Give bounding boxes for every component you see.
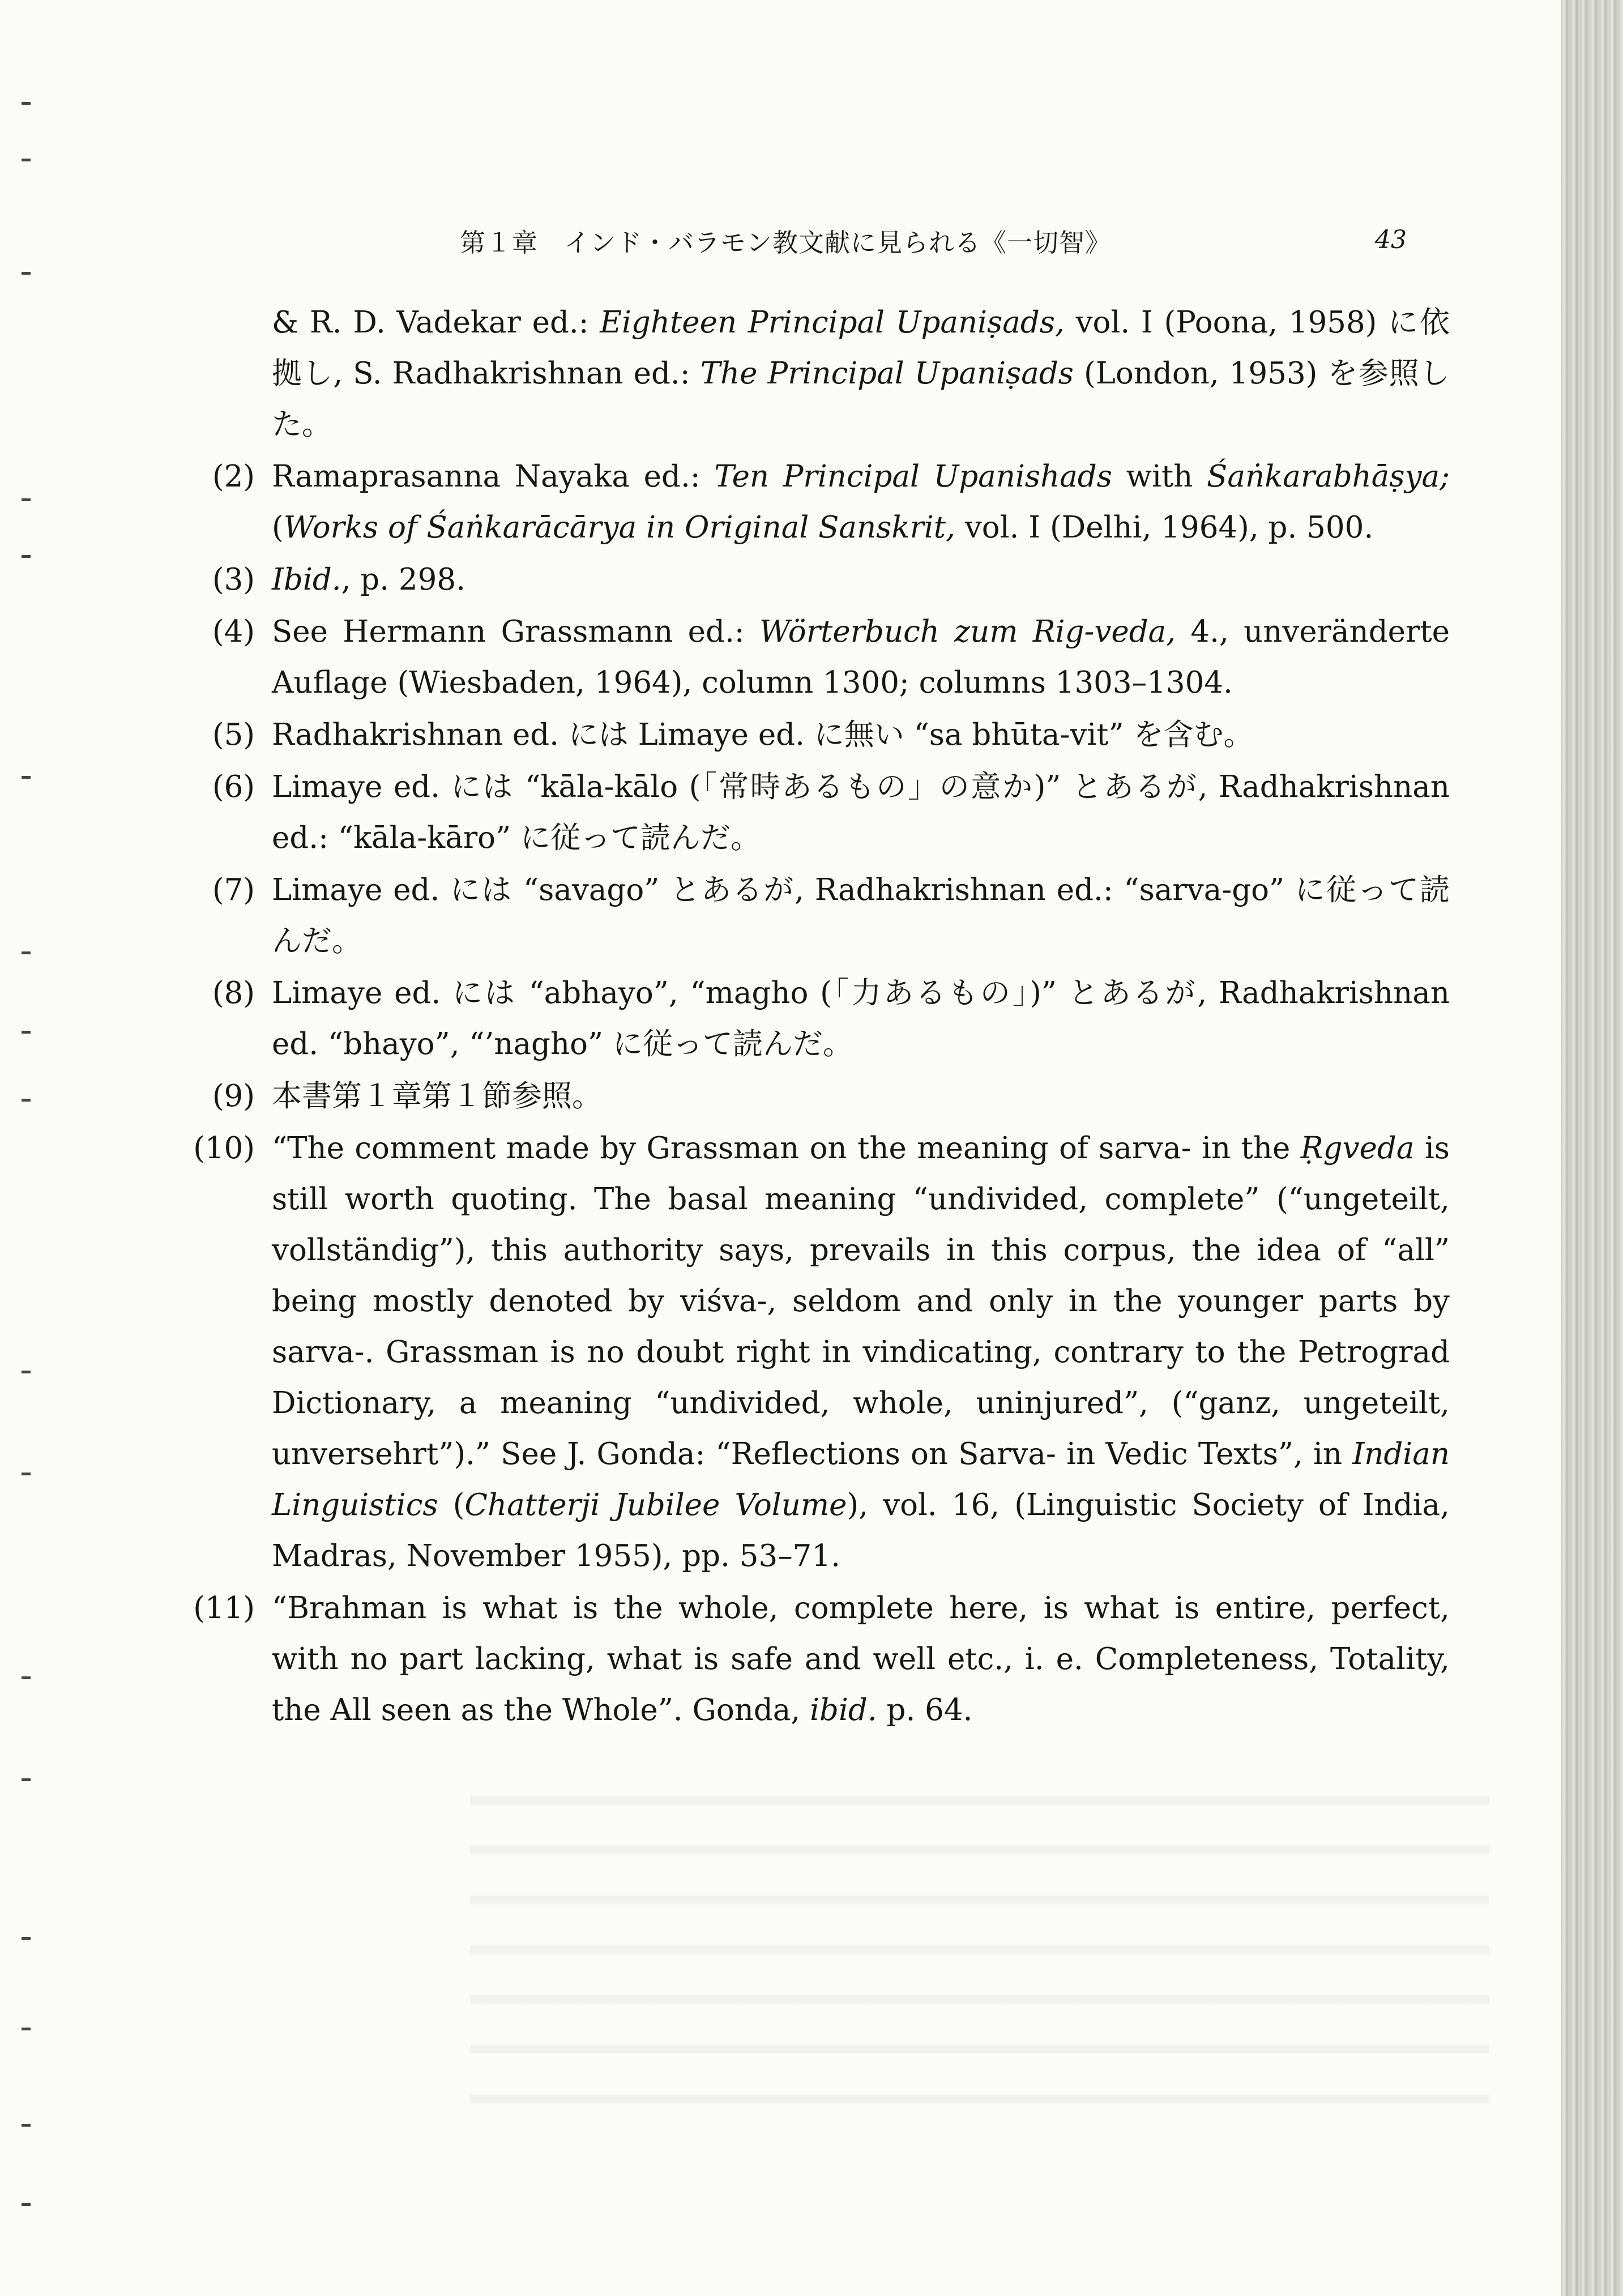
text-run: Limaye ed. には “savago” とあるが, Radhakrishnan ed.: “sarva-go” に従って読んだ。 <box>272 873 1450 958</box>
text-run: with <box>1112 459 1207 494</box>
italic-text: Works of Śaṅkarācārya in Original Sanskrit, <box>283 510 955 545</box>
endnote <box>170 865 1450 967</box>
text-run: See Hermann Grassmann ed.: <box>272 614 759 649</box>
text-run: Radhakrishnan ed. には Limaye ed. に無い “sa bhūta-vit” を含む。 <box>272 718 1254 752</box>
text-run: (London, 1953) を参照した。 <box>272 356 1450 442</box>
endnote <box>170 710 1450 761</box>
endnote <box>170 451 1450 553</box>
endnote-text <box>272 607 1450 709</box>
endnote-number: (9) <box>212 1079 255 1113</box>
text-run: 4., unveränderte Auflage (Wiesbaden, 1964), column 1300; columns 1303–1304. <box>272 614 1450 700</box>
endnote-text <box>272 865 1450 967</box>
running-title: 第１章 インド・バラモン教文献に見られる《一切智》 <box>460 228 1112 258</box>
italic-text: The Principal Upaniṣads <box>700 356 1074 391</box>
endnotes <box>170 297 1450 1737</box>
endnote-text <box>272 762 1450 864</box>
page-number: 43 <box>1375 225 1407 254</box>
endnote <box>170 762 1450 864</box>
endnote <box>170 554 1450 605</box>
endnote-number: (11) <box>193 1591 255 1625</box>
endnote-number: (8) <box>212 976 255 1010</box>
italic-text: Wörterbuch zum Rig-veda, <box>759 614 1176 649</box>
text-run: Limaye ed. には “kāla-kālo (「常時あるもの」の意か)” とあるが, Radhakrishnan ed.: “kāla-kāro” に従って読んだ。 <box>272 770 1450 855</box>
endnote-text <box>272 968 1450 1070</box>
text-run: ( <box>272 510 284 545</box>
text-run: & R. D. Vadekar ed.: <box>272 305 600 340</box>
text-run: vol. I (Poona, 1958) に依拠し, S. Radhakrishnan ed.: <box>272 305 1450 391</box>
endnote-text <box>272 451 1450 553</box>
endnote-number: (10) <box>193 1131 255 1166</box>
italic-text: Ibid. <box>272 562 341 597</box>
italic-text: Ten Principal Upanishads <box>714 459 1112 494</box>
italic-text: Indian Linguistics <box>272 1437 1450 1522</box>
text-run: Ramaprasanna Nayaka ed.: <box>272 459 715 494</box>
text-run: Limaye ed. には “abhayo”, “magho (「力あるもの」)” とあるが, Radhakrishnan ed. “bhayo”, “’nagho” に従って読んだ。 <box>272 976 1450 1061</box>
endnote-text <box>272 1071 1450 1122</box>
text-run: “Brahman is what is the whole, complete here, is what is entire, perfect, with no part lacking, what is safe and well etc., i. e. Completeness, Totality, the All seen as the Whole”. Gonda, <box>272 1591 1450 1727</box>
text-run: ), vol. 16, (Linguistic Society of India, Madras, November 1955), pp. 53–71. <box>272 1488 1450 1573</box>
endnote-text <box>272 297 1450 450</box>
endnote <box>170 607 1450 709</box>
italic-text: Eighteen Principal Upaniṣads, <box>600 305 1065 340</box>
endnote <box>170 1123 1450 1582</box>
endnote-number: (5) <box>212 718 255 752</box>
endnote-number: (4) <box>212 614 255 649</box>
italic-text: Chatterji Jubilee Volume <box>464 1488 847 1522</box>
scan-edge-shadow <box>1561 0 1623 2296</box>
binding-marks <box>22 68 33 2220</box>
italic-text: ibid. <box>810 1693 877 1727</box>
text-run: p. 64. <box>877 1693 973 1727</box>
endnote-text <box>272 1123 1450 1582</box>
text-run: vol. I (Delhi, 1964), p. 500. <box>955 510 1374 545</box>
endnote-number: (2) <box>212 459 255 494</box>
text-run: “The comment made by Grassman on the meaning of sarva- in the <box>272 1131 1301 1166</box>
text-run: is still worth quoting. The basal meaning “undivided, complete” (“ungeteilt, vollständig”), this authority says, prevails in this corpus, the idea of “all” being mostly denoted by viśva-, seldom and only in the younger parts by sarva-. Grassman is no doubt right in vindicating, contrary to the Petrograd Dictionary, a meaning “undivided, whole, uninjured”, (“ganz, ungeteilt, unversehrt”).” See J. Gonda: “Reflections on Sarva- in Vedic Texts”, in <box>272 1131 1450 1471</box>
endnote-number: (6) <box>212 770 255 804</box>
endnote <box>170 1583 1450 1736</box>
show-through-text <box>470 1756 1489 2118</box>
endnote-number: (7) <box>212 873 255 907</box>
endnote-text <box>272 1583 1450 1736</box>
text-run: ( <box>438 1488 465 1522</box>
endnote-text <box>272 710 1450 761</box>
text-run: 本書第１章第１節参照。 <box>272 1079 602 1113</box>
italic-text: Ṛgveda <box>1300 1131 1415 1166</box>
running-header <box>0 222 1623 267</box>
endnote <box>170 968 1450 1070</box>
endnote <box>170 1071 1450 1122</box>
endnote-number: (3) <box>212 562 255 597</box>
endnote <box>170 297 1450 450</box>
text-run: , p. 298. <box>341 562 465 597</box>
italic-text: Śaṅkarabhāṣya; <box>1207 459 1450 494</box>
endnote-text <box>272 554 1450 605</box>
